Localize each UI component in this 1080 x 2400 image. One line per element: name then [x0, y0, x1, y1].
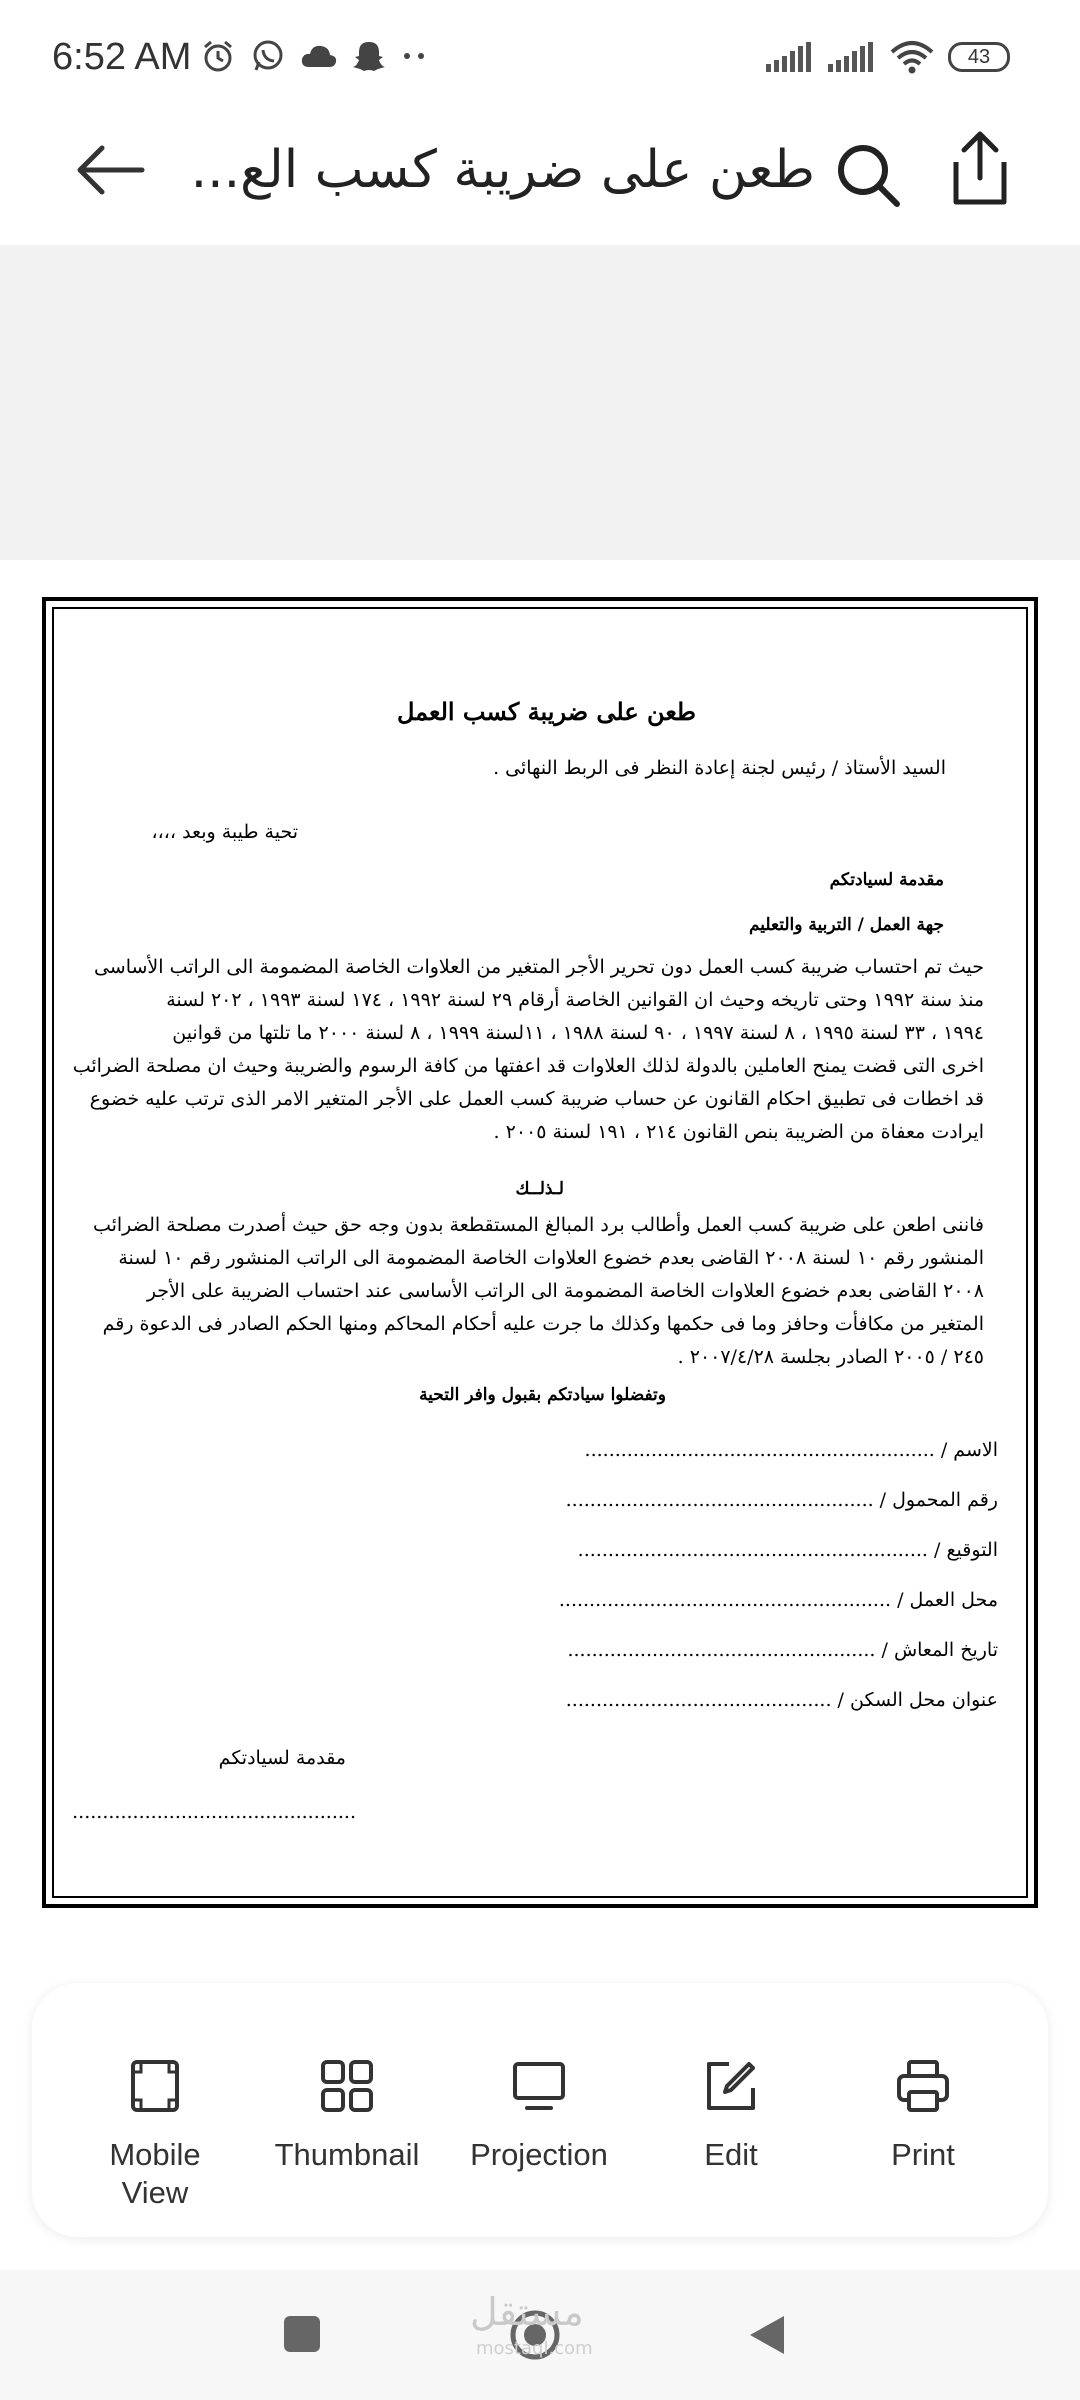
mobile-view-label: Mobile View [109, 2137, 201, 2210]
doc-therefore: لـذلــك [515, 1179, 564, 1199]
watermark-url: mostaql.com [476, 2338, 593, 2359]
recents-square-icon[interactable] [282, 2314, 322, 2354]
thumbnail-label: Thumbnail [274, 2137, 420, 2172]
doc-employer: جهة العمل / التربية والتعليم [748, 915, 944, 935]
document-title: طعن على ضريبة كسب الع... [190, 140, 815, 200]
battery-icon: 43 [948, 42, 1010, 72]
doc-field-signature: التوقيع / .......................................................... [577, 1539, 998, 1561]
document-page[interactable] [0, 560, 1080, 1955]
projection-button[interactable] [444, 2058, 634, 2174]
doc-heading: طعن على ضريبة كسب العمل [396, 697, 696, 726]
alarm-icon [200, 38, 236, 74]
thumbnail-button[interactable] [252, 2058, 442, 2174]
doc-signature-line: ............................................... [72, 1801, 356, 1823]
doc-field-mobile: رقم المحمول / ................................................... [565, 1489, 998, 1511]
page-border [42, 597, 1038, 1908]
doc-field-name: الاسم / .......................................................... [584, 1439, 998, 1461]
projection-monitor-icon [511, 2058, 567, 2114]
doc-line: اخرى التى قضت يمنح العاملين بالدولة لذلك العلاوات قد اعفتها من كافة الرسوم والضريبة وحيث ان مصلحة الضرائب [72, 1055, 984, 1077]
doc-line: قد اخطات فى تطبيق احكام القانون عن حساب ضريبة كسب العمل على الأجر المتغير الامر الذى ترتب عليه خضوع [89, 1088, 984, 1110]
doc-line: ٢٠٠٨ القاضى بعدم خضوع العلاوات الخاصة المضمومة الى الراتب الأساسى عند احتساب الضريبة على الأجر [146, 1280, 984, 1302]
page-inner-border [52, 607, 1028, 1898]
more-dots-icon [400, 51, 430, 61]
edit-icon [703, 2058, 759, 2114]
share-icon[interactable] [950, 128, 1010, 208]
thumbnail-grid-icon [319, 2058, 375, 2114]
status-time: 6:52 AM [52, 36, 192, 78]
doc-paragraph-2 [84, 1209, 984, 1374]
doc-greeting: تحية طيبة وبعد ،،،، [151, 821, 298, 843]
doc-field-pension-date: تاريخ المعاش / ................................................... [567, 1639, 998, 1661]
status-bar [0, 0, 1080, 100]
document-viewer[interactable] [0, 245, 1080, 1955]
status-system-icons [766, 40, 1010, 74]
doc-line: ٢٤٥ / ٢٠٠٥ الصادر بجلسة ٢٠٠٧/٤/٢٨ . [677, 1346, 984, 1368]
doc-line: فاننى اطعن على ضريبة كسب العمل وأطالب برد المبالغ المستقطعة بدون وجه حق حيث أصدرت مصلحة الضرائب [92, 1214, 984, 1236]
doc-closing: وتفضلوا سيادتكم بقبول وافر التحية [419, 1385, 666, 1405]
mobile-view-icon [127, 2058, 183, 2114]
doc-salutation: السيد الأستاذ / رئيس لجنة إعادة النظر فى الربط النهائى . [493, 757, 946, 779]
print-button[interactable] [828, 2058, 1018, 2174]
doc-line: منذ سنة ١٩٩٢ وحتى تاريخه وحيث ان القوانين الخاصة أرقام ٢٩ لسنة ١٩٩٢ ، ١٧٤ لسنة ١٩٩٣ ، ٢٠٢ لسنة [166, 989, 984, 1011]
projection-label: Projection [470, 2137, 608, 2172]
signal-icon [766, 42, 814, 72]
app-header [0, 100, 1080, 245]
document-content [54, 609, 1026, 1896]
back-triangle-icon[interactable] [746, 2312, 788, 2358]
doc-line: ايرادت معفاة من الضريبة بنص القانون ٢١٤ ، ١٩١ لسنة ٢٠٠٥ . [493, 1121, 984, 1143]
bottom-toolbar [32, 1983, 1048, 2237]
doc-presented-to: مقدمة لسيادتكم [829, 870, 944, 890]
doc-field-address: عنوان محل السكن / ............................................ [565, 1689, 998, 1711]
arrow-left-icon[interactable] [70, 140, 150, 200]
doc-field-workplace: محل العمل / ....................................................... [558, 1589, 998, 1611]
search-icon[interactable] [835, 142, 901, 208]
print-label: Print [891, 2137, 955, 2172]
edit-label: Edit [704, 2137, 758, 2172]
whatsapp-icon [250, 38, 286, 74]
doc-line: ١٩٩٤ ، ٣٣ لسنة ١٩٩٥ ، ٨ لسنة ١٩٩٧ ، ٩٠ لسنة ١٩٨٨ ، ١١لسنة ١٩٩٩ ، ٨ لسنة ٢٠٠٠ ما تلتها من قوانين [172, 1022, 984, 1044]
mobile-view-button[interactable] [60, 2058, 250, 2212]
wifi-icon [890, 40, 934, 74]
cloud-icon [300, 41, 338, 71]
signal-icon [828, 42, 876, 72]
print-icon [895, 2058, 951, 2114]
watermark-logo: مستقل [470, 2290, 584, 2334]
doc-line: المتغير من مكافأت وحافز وما فى حكمها وكذلك ما جرت عليه أحكام المحاكم ومنها الحكم الصادر فى الدعوة رقم [102, 1313, 984, 1335]
doc-line: المنشور رقم ١٠ لسنة ٢٠٠٨ القاضى بعدم خضوع العلاوات الخاصة المضمومة الى الراتب المنشور رقم ١٠ لسنة [118, 1247, 984, 1269]
edit-button[interactable] [636, 2058, 826, 2174]
doc-paragraph-1 [64, 951, 984, 1149]
snapchat-icon [352, 39, 386, 73]
doc-line: حيث تم احتساب ضريبة كسب العمل دون تحرير الأجر المتغير من العلاوات الخاصة المضمومة الى الراتب الأساسى [93, 956, 984, 978]
doc-presented-to-footer: مقدمة لسيادتكم [218, 1747, 346, 1769]
status-notification-icons [200, 38, 430, 74]
